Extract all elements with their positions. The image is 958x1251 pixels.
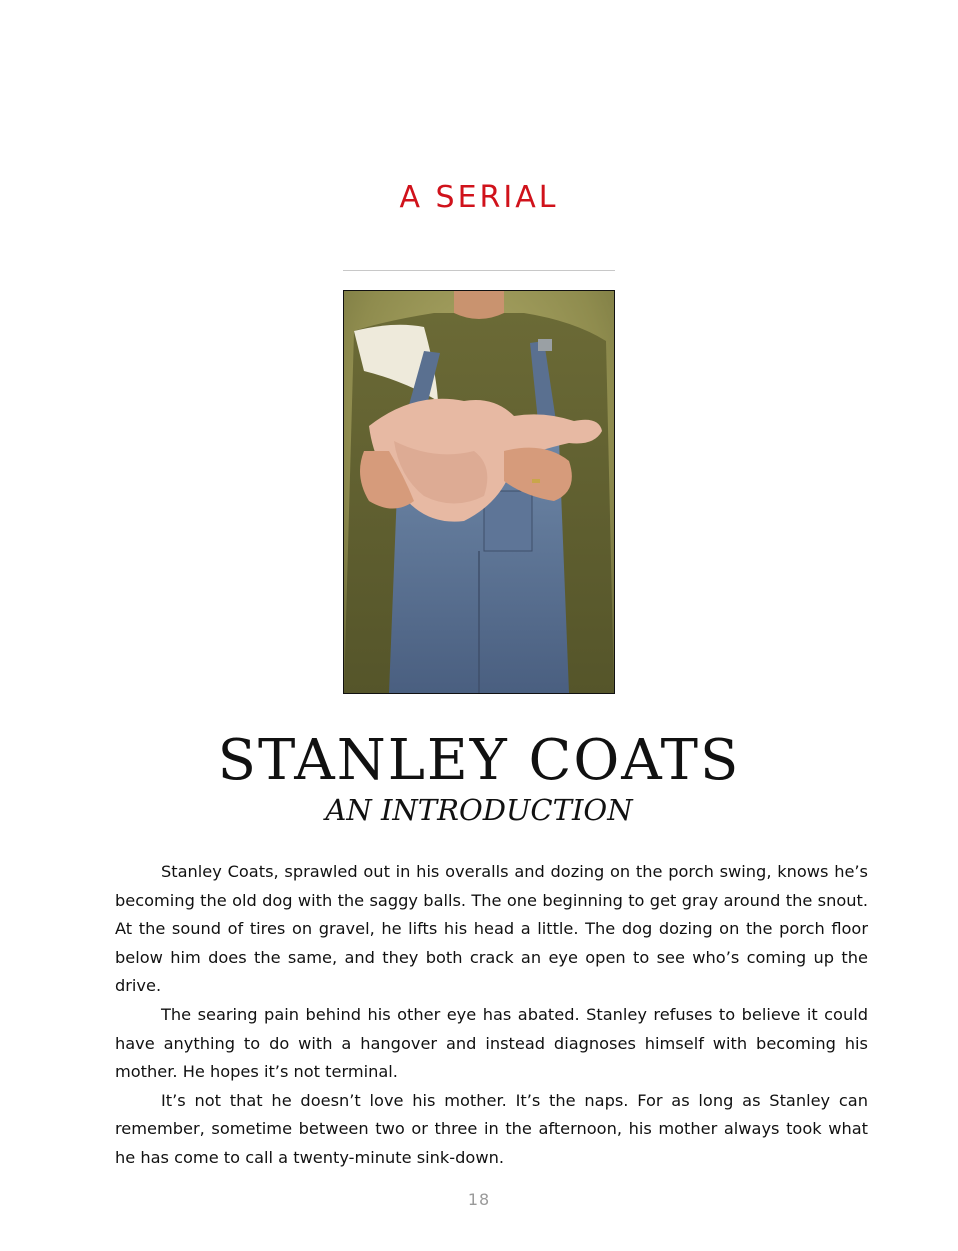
- article-subtitle: AN INTRODUCTION: [325, 793, 633, 827]
- divider-rule: [343, 270, 615, 271]
- page-number: 18: [467, 1190, 491, 1209]
- article-title: STANLEY COATS: [217, 728, 741, 793]
- body-paragraph: Stanley Coats, sprawled out in his overalls and dozing on the porch swing, knows he’s becoming the old dog with the saggy balls. The one beginning to get gray around the snout. At the sound of tires on gravel, he lifts his head a little. The dog dozing on the porch floor below him does the same, and they both crack an eye open to see who’s coming up the drive.: [115, 862, 868, 996]
- feature-photo: [343, 290, 615, 694]
- body-paragraph: It’s not that he doesn’t love his mother. It’s the naps. For as long as Stanley can remember, sometime between two or three in the afternoon, his mother always took what he has come to call a twenty-minute sink-down.: [115, 1090, 868, 1167]
- body-paragraph: The searing pain behind his other eye has abated. Stanley refuses to believe it could have anything to do with a hangover and instead diagnoses himself with becoming his mother. He hopes it’s not terminal.: [115, 1004, 868, 1082]
- section-kicker: A SERIAL: [399, 180, 559, 215]
- article-body: [115, 858, 868, 1173]
